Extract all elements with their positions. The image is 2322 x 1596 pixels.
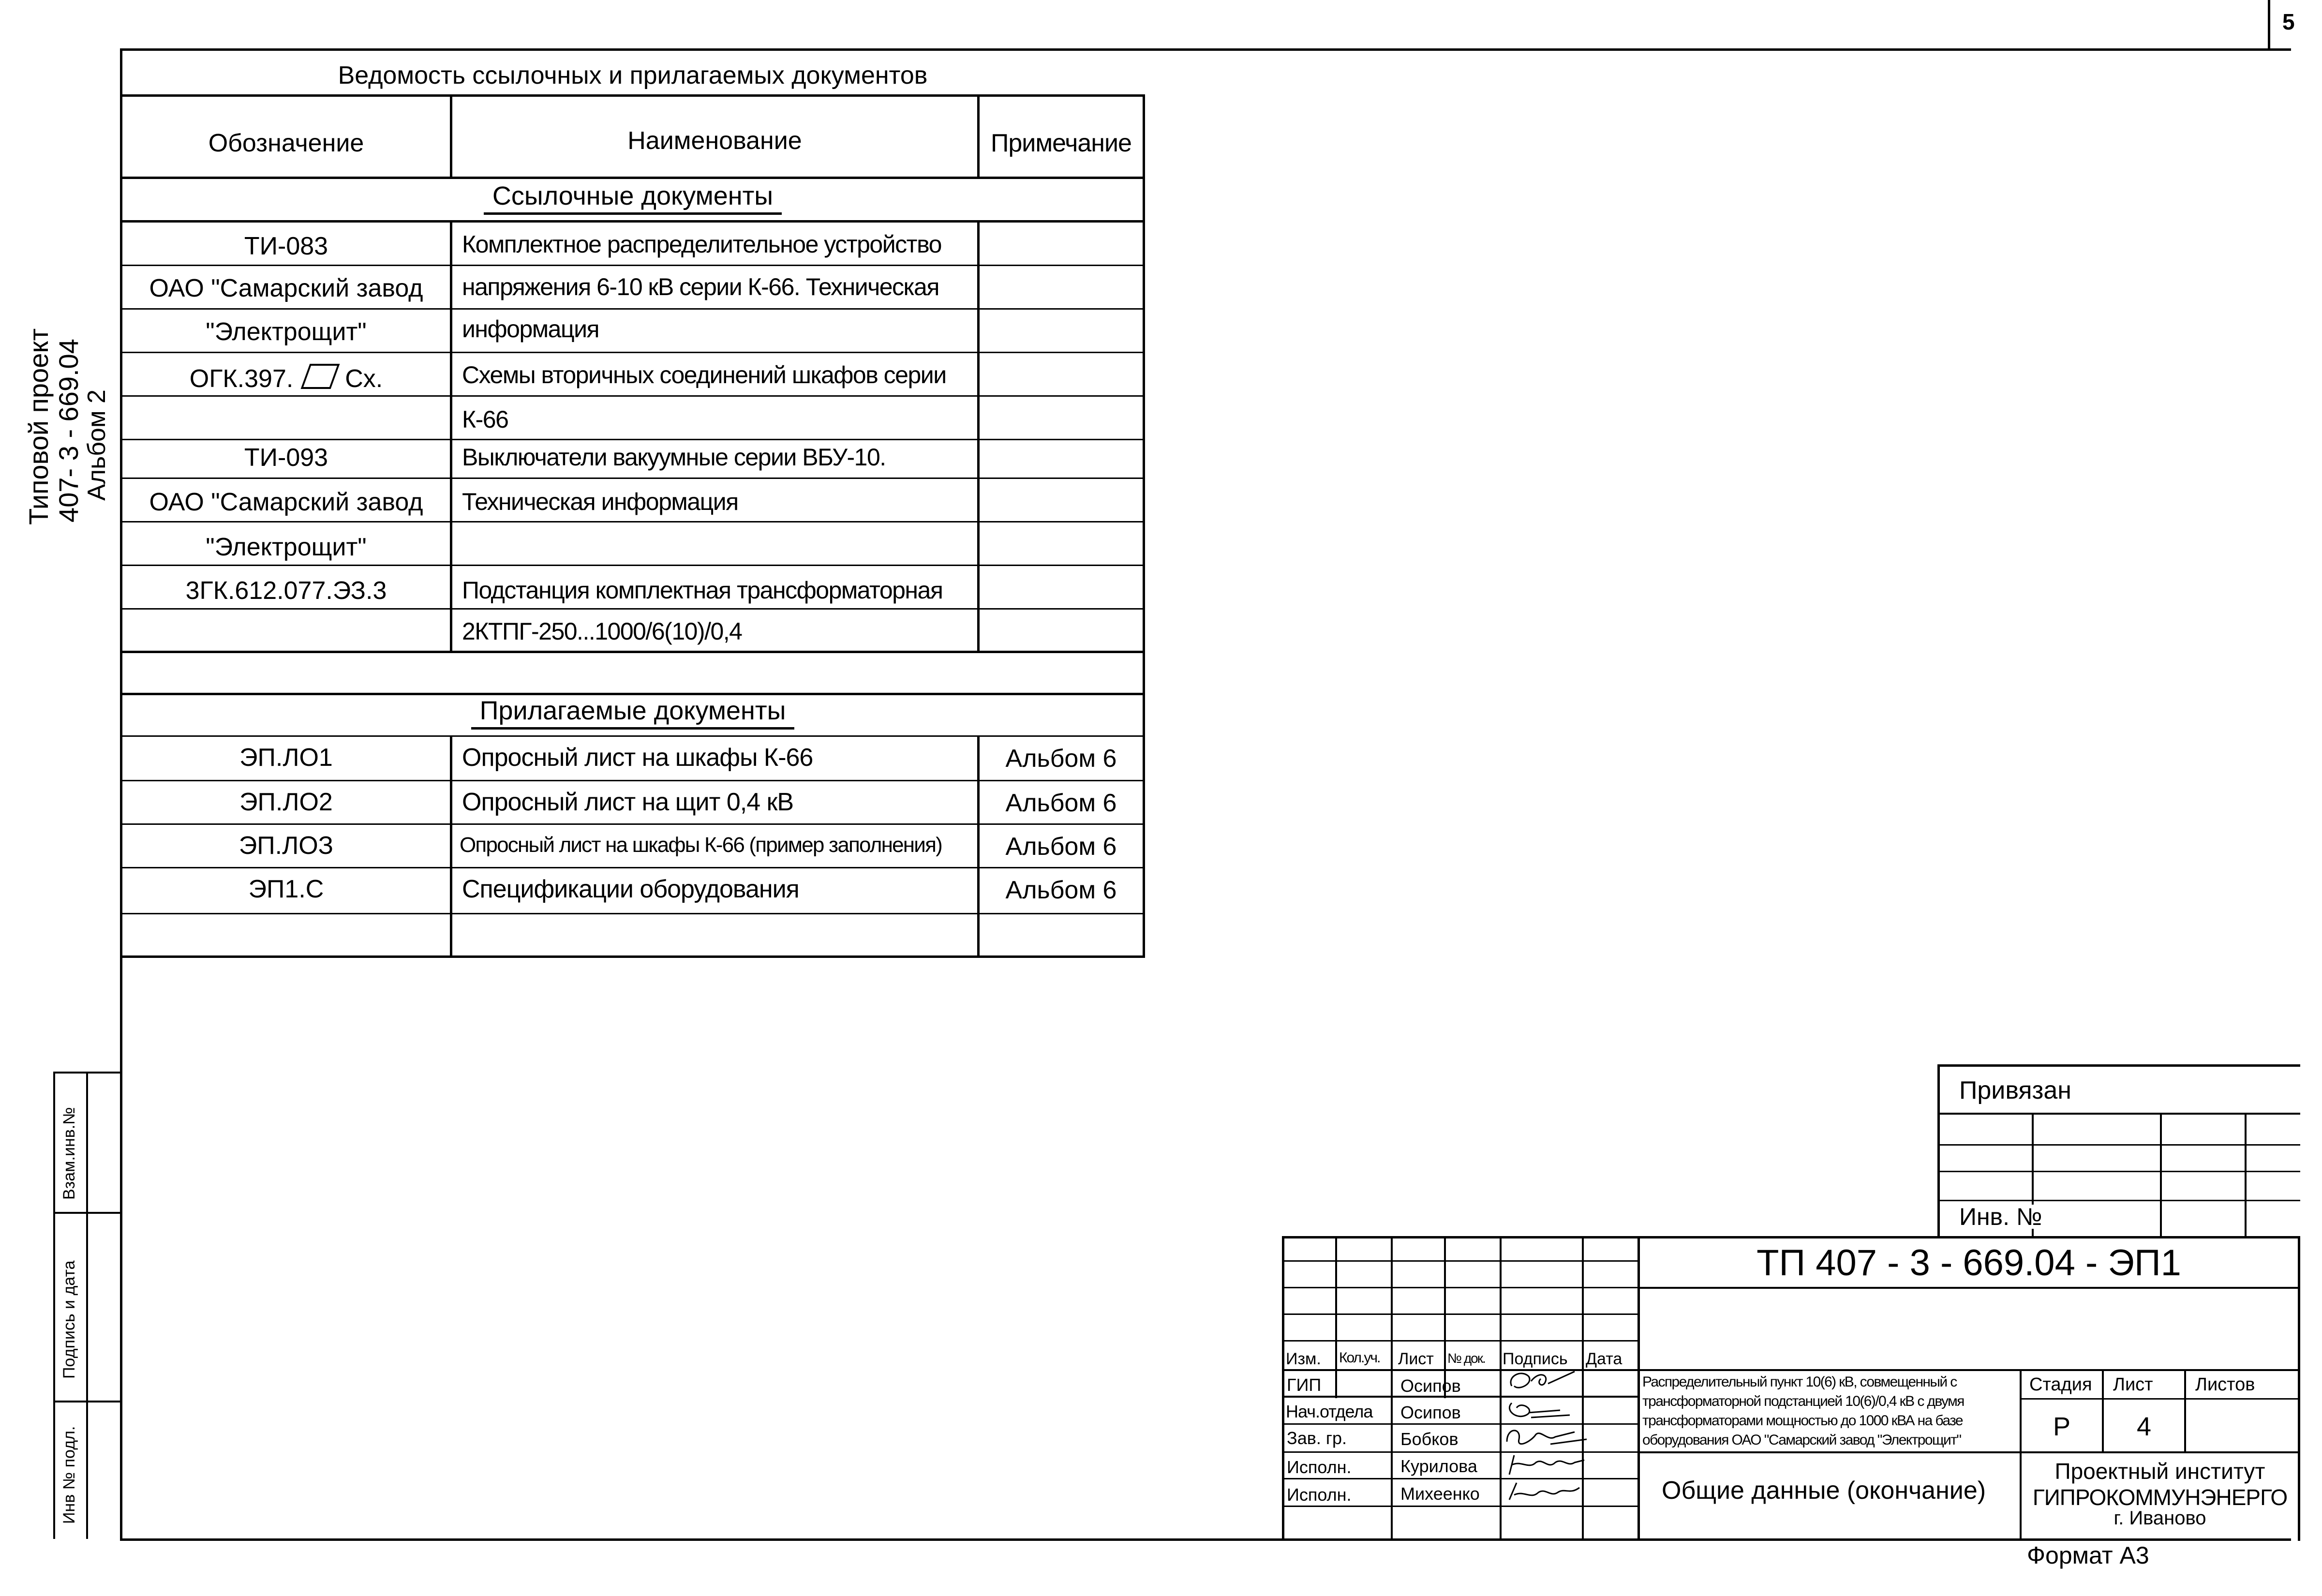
header-name: Наименование bbox=[627, 127, 802, 155]
role-ispoln-1: Исполн. bbox=[1287, 1457, 1352, 1477]
section-attached bbox=[122, 698, 1143, 724]
ref-row-9-designation: 3ГК.612.077.ЭЗ.3 bbox=[185, 577, 387, 605]
col-podpis: Подпись bbox=[1503, 1350, 1568, 1368]
signature-ispoln-2 bbox=[1502, 1478, 1589, 1507]
header-designation: Обозначение bbox=[208, 129, 364, 157]
blank-box bbox=[300, 364, 340, 389]
ref-row-3-designation: "Электрощит" bbox=[206, 318, 367, 346]
att-row-4-designation: ЭП1.С bbox=[248, 875, 324, 903]
col-doc: № док. bbox=[1447, 1351, 1485, 1366]
name-ispoln-1: Курилова bbox=[1400, 1456, 1477, 1476]
table-title: Ведомость ссылочных и прилагаемых документов bbox=[338, 61, 928, 89]
att-row-3-designation: ЭП.ЛОЗ bbox=[238, 832, 334, 860]
ref-row-10-name: 2КТПГ-250...1000/6(10)/0,4 bbox=[462, 618, 742, 645]
signature-nach-otdela bbox=[1502, 1396, 1579, 1425]
name-nach-otdela: Осипов bbox=[1400, 1402, 1461, 1422]
section-referenced-text: Ссылочные документы bbox=[484, 181, 782, 215]
att-row-1-name: Опросный лист на шкафы К-66 bbox=[462, 744, 813, 772]
sheets-label: Листов bbox=[2195, 1374, 2255, 1395]
stage-value: Р bbox=[2053, 1412, 2071, 1441]
ref-row-4-designation bbox=[122, 364, 450, 391]
sheet-label: Лист bbox=[2113, 1374, 2153, 1395]
ref-row-4-designation-prefix: ОГК.397. bbox=[189, 365, 294, 393]
side-stamp-inv-podl: Инв № подл. bbox=[60, 1426, 78, 1524]
col-kol-uch: Кол.уч. bbox=[1339, 1350, 1380, 1366]
att-row-2-designation: ЭП.ЛО2 bbox=[239, 788, 333, 816]
section-referenced bbox=[122, 183, 1143, 209]
org-line2: ГИПРОКОММУНЭНЕРГО bbox=[2032, 1485, 2288, 1510]
att-row-2-note: Альбом 6 bbox=[1005, 789, 1117, 817]
name-gip: Осипов bbox=[1400, 1376, 1461, 1396]
sheet-title: Общие данные (окончание) bbox=[1662, 1477, 1986, 1505]
att-row-2-name: Опросный лист на щит 0,4 кВ bbox=[462, 788, 794, 816]
att-row-1-designation: ЭП.ЛО1 bbox=[239, 744, 333, 772]
signature-zav-gr bbox=[1502, 1422, 1589, 1451]
ref-row-6-name: Выключатели вакуумные серии ВБУ-10. bbox=[462, 444, 886, 471]
ref-row-4-designation-suffix: Сх. bbox=[345, 365, 383, 393]
att-row-3-name: Опросный лист на шкафы К-66 (пример заполнения) bbox=[460, 833, 942, 857]
side-label-line3: Альбом 2 bbox=[83, 389, 111, 501]
sheet-number: 5 bbox=[2282, 9, 2295, 34]
side-stamp-podpis-data: Подпись и дата bbox=[60, 1260, 78, 1379]
org-line1: Проектный институт bbox=[2054, 1459, 2265, 1484]
privyazan-title: Привязан bbox=[1959, 1076, 2072, 1104]
ref-row-7-designation: ОАО "Самарский завод bbox=[149, 488, 423, 516]
side-stamp-vzam-inv: Взам.инв.№ bbox=[60, 1107, 78, 1200]
privyazan-inv: Инв. № bbox=[1959, 1205, 2045, 1229]
col-izm: Изм. bbox=[1286, 1350, 1321, 1368]
role-ispoln-2: Исполн. bbox=[1287, 1485, 1352, 1505]
att-row-1-note: Альбом 6 bbox=[1005, 745, 1117, 773]
side-label-line1: Типовой проект bbox=[23, 328, 54, 525]
role-nach-otdela: Нач.отдела bbox=[1286, 1402, 1373, 1421]
ref-row-1-name: Комплектное распределительное устройство bbox=[462, 231, 941, 258]
ref-row-7-name: Техническая информация bbox=[462, 488, 738, 515]
sheet-value: 4 bbox=[2136, 1412, 2152, 1441]
col-list: Лист bbox=[1398, 1350, 1434, 1368]
description-line1: Распределительный пункт 10(6) кВ, совмещенный с bbox=[1642, 1374, 1957, 1390]
role-gip: ГИП bbox=[1287, 1375, 1322, 1395]
ref-row-2-name: напряжения 6-10 кВ серии К-66. Техническая bbox=[462, 273, 939, 300]
name-zav-gr: Бобков bbox=[1400, 1429, 1459, 1449]
header-note: Примечание bbox=[991, 129, 1131, 157]
signature-gip bbox=[1502, 1367, 1579, 1398]
col-data: Дата bbox=[1586, 1350, 1622, 1368]
ref-row-2-designation: ОАО "Самарский завод bbox=[149, 274, 423, 302]
signature-ispoln-1 bbox=[1502, 1450, 1589, 1479]
side-label-line2: 407- 3 - 669.04 bbox=[53, 339, 84, 522]
att-row-4-note: Альбом 6 bbox=[1005, 876, 1117, 904]
org-line3: г. Иваново bbox=[2114, 1507, 2206, 1529]
role-zav-gr: Зав. гр. bbox=[1287, 1428, 1347, 1448]
section-attached-text: Прилагаемые документы bbox=[471, 696, 795, 730]
description-line2: трансформаторной подстанцией 10(6)/0,4 кВ с двумя bbox=[1642, 1393, 1964, 1409]
ref-row-1-designation: ТИ-083 bbox=[244, 232, 328, 260]
ref-row-3-name: информация bbox=[462, 315, 599, 343]
att-row-4-name: Спецификации оборудования bbox=[462, 875, 799, 903]
description-line4: оборудования ОАО "Самарский завод "Электрощит" bbox=[1642, 1432, 1961, 1448]
stage-label: Стадия bbox=[2029, 1374, 2092, 1395]
ref-row-9-name: Подстанция комплектная трансформаторная bbox=[462, 577, 943, 604]
document-code: ТП 407 - 3 - 669.04 - ЭП1 bbox=[1756, 1242, 2181, 1283]
ref-row-6-designation: ТИ-093 bbox=[244, 444, 328, 472]
format-label: Формат А3 bbox=[2027, 1542, 2149, 1569]
name-ispoln-2: Михеенко bbox=[1400, 1484, 1480, 1504]
ref-row-4-name: Схемы вторичных соединений шкафов серии bbox=[462, 361, 946, 388]
ref-row-8-designation: "Электрощит" bbox=[206, 533, 367, 561]
att-row-3-note: Альбом 6 bbox=[1005, 833, 1117, 861]
ref-row-5-name: К-66 bbox=[462, 406, 508, 433]
description-line3: трансформаторами мощностью до 1000 кВА на базе bbox=[1642, 1413, 1963, 1429]
